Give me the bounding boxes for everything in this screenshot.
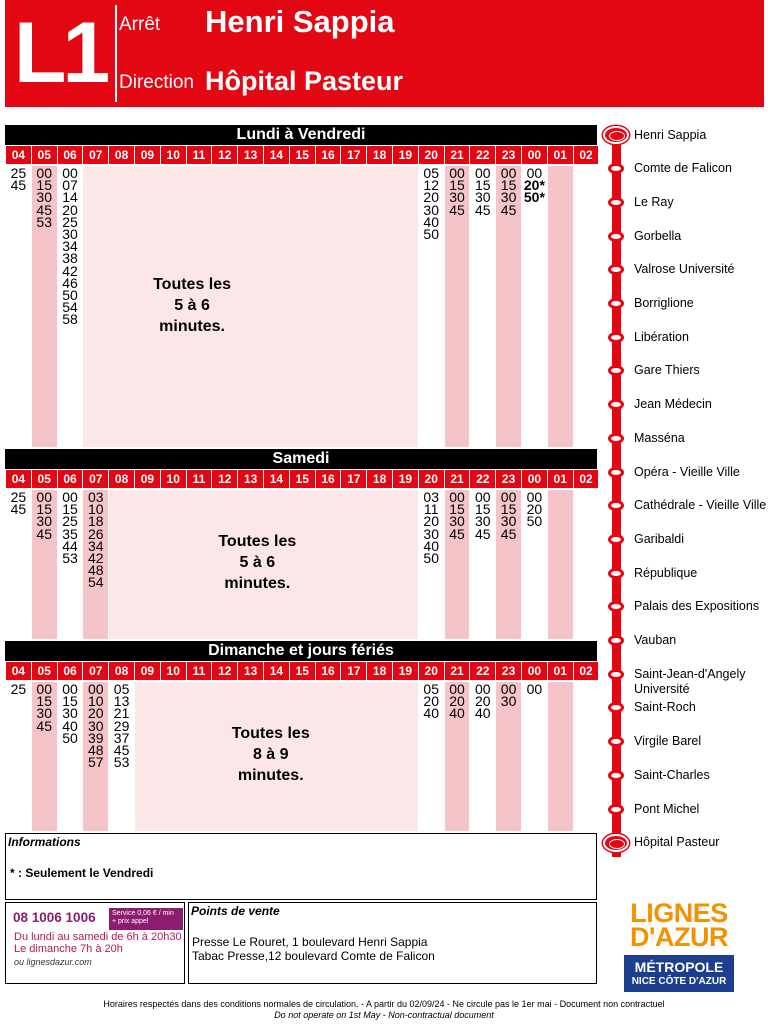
hour-header-19: 19: [393, 146, 418, 164]
hour-header-11: 11: [187, 470, 212, 488]
logo-text-2: D'AZUR: [630, 922, 728, 952]
hour-header-10: 10: [161, 470, 186, 488]
stop-marker: [608, 197, 624, 208]
stop-marker: [608, 568, 624, 579]
footer-notice: Horaires respectés dans des conditions normales de circulation. - A partir du 02/09/24 - Ne circule pas le 1er mai - Document non contractuel: [103, 999, 665, 1009]
stop-name: Virgile Barel: [634, 734, 702, 749]
hour-header-23: 23: [496, 146, 521, 164]
hour-header-23: 23: [496, 662, 521, 680]
stop-name: Gare Thiers: [634, 363, 700, 378]
hour-header-09: 09: [135, 470, 160, 488]
hour-header-04: 04: [6, 662, 31, 680]
stop-name: Le Ray: [634, 194, 674, 209]
stop-marker: [608, 298, 624, 309]
hour-header-14: 14: [264, 470, 289, 488]
frequency-text: Toutes les 8 à 9 minutes.: [231, 725, 310, 784]
hour-header-07: 07: [83, 662, 108, 680]
stop-marker: [608, 163, 624, 174]
stop-marker: [608, 399, 624, 410]
departure-times-21: 00 20 40: [449, 681, 465, 722]
frequency-text: Toutes les 5 à 6 minutes.: [153, 276, 232, 335]
hour-header-07: 07: [83, 146, 108, 164]
direction-title: Hôpital Pasteur: [205, 66, 404, 96]
departure-times-06: 00 07 14 20 25 30 34 38 42 46 50 54 58: [62, 165, 78, 328]
hour-header-14: 14: [264, 662, 289, 680]
stop-name: République: [634, 565, 698, 580]
stop-name: Palais des Expositions: [634, 599, 760, 614]
hour-header-09: 09: [135, 662, 160, 680]
departure-times-07: 00 10 20 30 39 48 57: [88, 681, 104, 771]
stop-name: Saint-Roch: [634, 700, 696, 715]
stop-marker: [608, 770, 624, 781]
hour-header-00: 00: [522, 470, 547, 488]
stop-marker: [608, 534, 624, 545]
hour-header-05: 05: [32, 470, 57, 488]
stop-name: Comte de Falicon: [634, 161, 732, 176]
section-title: Dimanche et jours fériés: [5, 641, 597, 661]
phone-hours-sunday: Le dimanche 7h à 20h: [14, 943, 123, 955]
hour-header-05: 05: [32, 662, 57, 680]
hour-header-05: 05: [32, 146, 57, 164]
hour-header-19: 19: [393, 470, 418, 488]
stop-name: Hôpital Pasteur: [634, 835, 720, 850]
departure-times-04: 25 45: [10, 165, 27, 194]
stop-marker: [608, 433, 624, 444]
stop-name: Libération: [634, 329, 689, 344]
hour-header-00: 00: [522, 662, 547, 680]
stop-marker: [608, 467, 624, 478]
stop-name: Borriglione: [634, 296, 694, 310]
hour-header-16: 16: [316, 470, 341, 488]
departure-times-22: 00 15 30 45: [475, 489, 491, 542]
hour-header-22: 22: [470, 146, 495, 164]
departure-times-22: 00 20 40: [475, 681, 491, 722]
stop-marker: [608, 635, 624, 646]
hour-header-19: 19: [393, 662, 418, 680]
departure-times-20: 05 12 20 30 40 50: [423, 165, 439, 243]
stop-marker: [608, 365, 624, 376]
departure-times-20: 03 11 20 30 40 50: [423, 489, 439, 567]
metropole-badge: [624, 955, 734, 992]
hour-header-15: 15: [290, 662, 315, 680]
departure-times-06: 00 15 30 40 50: [62, 681, 78, 746]
departure-times-05: 00 15 30 45 53: [36, 165, 52, 230]
departure-times-23: 00 15 30 45: [500, 489, 517, 542]
hour-header-18: 18: [367, 662, 392, 680]
stop-marker: [608, 500, 624, 511]
timetable-saturday: [5, 449, 597, 639]
hour-header-13: 13: [238, 662, 263, 680]
header-divider: [115, 5, 117, 102]
stop-name: Gorbella: [634, 228, 682, 243]
phone-price-badge: Service 0,06 € / min + prix appel: [109, 908, 183, 930]
section-title: Samedi: [5, 449, 597, 469]
terminus-marker: [603, 834, 629, 852]
stop-name: Henri Sappia: [634, 127, 707, 142]
departure-times-20: 05 20 40: [423, 681, 439, 722]
hour-header-06: 06: [58, 470, 83, 488]
sales-points-box: [188, 902, 597, 984]
column-shade-01: [548, 166, 573, 447]
section-title: Lundi à Vendredi: [5, 125, 597, 145]
timetable-sunday: [5, 641, 597, 831]
phone-box: [5, 902, 185, 984]
phone-hours-weekday: Du lundi au samedi de 6h à 20h30: [14, 931, 182, 943]
hour-header-13: 13: [238, 470, 263, 488]
metropole-subtext: NICE CÔTE D'AZUR: [631, 976, 727, 987]
stop-name: Vauban: [634, 633, 677, 647]
sales-points-title: Points de vente: [191, 904, 280, 918]
stop-name: Cathédrale - Vieille Ville: [634, 498, 767, 513]
lignes-dazur-logo: [620, 890, 738, 992]
hour-header-20: 20: [419, 662, 444, 680]
stop-marker: [608, 332, 624, 343]
stop-name: Jean Médecin: [634, 397, 712, 412]
direction-label: Direction: [119, 72, 194, 93]
website-link[interactable]: ou lignesdazur.com: [14, 957, 92, 967]
line-code: L1: [13, 5, 107, 101]
departure-times-23: 00 15 30 45: [500, 165, 517, 218]
hour-header-04: 04: [6, 470, 31, 488]
hour-header-10: 10: [161, 662, 186, 680]
sales-point-1: Presse Le Rouret, 1 boulevard Henri Sappia: [192, 935, 428, 949]
departure-times-05: 00 15 30 45: [36, 681, 52, 734]
hour-header-22: 22: [470, 662, 495, 680]
hour-header-12: 12: [212, 470, 237, 488]
hour-header-01: 01: [548, 470, 573, 488]
hour-header-12: 12: [212, 662, 237, 680]
stop-title: Henri Sappia: [205, 4, 395, 39]
hour-header-20: 20: [419, 470, 444, 488]
hour-header-00: 00: [522, 146, 547, 164]
departure-times-22: 00 15 30 45: [475, 165, 491, 218]
hour-header-16: 16: [316, 146, 341, 164]
stop-marker: [608, 601, 624, 612]
hour-header-11: 11: [187, 662, 212, 680]
stop-label: Arrêt: [119, 14, 161, 35]
hour-header-04: 04: [6, 146, 31, 164]
stop-name: Saint-Jean-d'Angely Université: [634, 666, 746, 696]
stop-marker: [608, 231, 624, 242]
hour-header-17: 17: [341, 146, 366, 164]
hour-header-06: 06: [58, 146, 83, 164]
phone-number[interactable]: 08 1006 1006: [13, 910, 96, 925]
header-banner: [5, 0, 764, 107]
hour-header-21: 21: [445, 662, 470, 680]
sales-point-2: Tabac Presse,12 boulevard Comte de Falicon: [192, 949, 435, 963]
stop-name: Garibaldi: [634, 531, 685, 546]
metropole-text: MÉTROPOLE: [634, 959, 724, 975]
hour-header-20: 20: [419, 146, 444, 164]
hour-header-13: 13: [238, 146, 263, 164]
hour-header-23: 23: [496, 470, 521, 488]
hour-header-08: 08: [109, 662, 134, 680]
hour-header-09: 09: [135, 146, 160, 164]
departure-times-08: 05 13 21 29 37 45 53: [113, 681, 130, 771]
hour-header-22: 22: [470, 470, 495, 488]
hour-header-18: 18: [367, 146, 392, 164]
hour-header-01: 01: [548, 146, 573, 164]
stop-marker: [608, 702, 624, 713]
info-note: * : Seulement le Vendredi: [10, 866, 154, 880]
route-line: [612, 133, 621, 857]
column-shade-01: [548, 490, 573, 639]
hour-header-01: 01: [548, 662, 573, 680]
stop-name: Masséna: [634, 430, 685, 445]
logo-text-1: LIGNES: [630, 898, 728, 928]
departure-times-00: 00 20 50: [526, 489, 543, 530]
info-title: Informations: [8, 835, 81, 849]
hour-header-10: 10: [161, 146, 186, 164]
hour-header-15: 15: [290, 146, 315, 164]
departure-times-00: 00: [526, 681, 543, 697]
frequency-text: Toutes les 5 à 6 minutes.: [218, 533, 297, 592]
stop-marker: [608, 264, 624, 275]
departure-times-21: 00 15 30 45: [449, 165, 465, 218]
departure-times-06: 00 15 25 35 44 53: [62, 489, 78, 567]
departure-times-21: 00 15 30 45: [449, 489, 465, 542]
stop-name: Pont Michel: [634, 801, 700, 816]
departure-times-04: 25 45: [10, 489, 27, 518]
hour-header-14: 14: [264, 146, 289, 164]
hour-header-17: 17: [341, 470, 366, 488]
departure-times-00: 00 20* 50*: [523, 165, 545, 206]
stop-marker: [608, 804, 624, 815]
hour-header-21: 21: [445, 470, 470, 488]
departure-times-05: 00 15 30 45: [36, 489, 52, 542]
stop-marker: [608, 669, 624, 680]
hour-header-07: 07: [83, 470, 108, 488]
footer-notice-en: Do not operate on 1st May - Non-contractual document: [274, 1010, 494, 1020]
stop-name: Opéra - Vieille Ville: [634, 464, 740, 479]
hour-header-18: 18: [367, 470, 392, 488]
hour-header-21: 21: [445, 146, 470, 164]
stop-name: Saint-Charles: [634, 767, 710, 782]
hour-header-15: 15: [290, 470, 315, 488]
hour-header-08: 08: [109, 146, 134, 164]
timetable-weekdays: [5, 125, 597, 447]
hour-header-02: 02: [574, 470, 599, 488]
hour-header-17: 17: [341, 662, 366, 680]
hour-header-11: 11: [187, 146, 212, 164]
departure-times-07: 03 10 18 26 34 42 48 54: [88, 489, 104, 591]
hour-header-08: 08: [109, 470, 134, 488]
stop-marker: [608, 736, 624, 747]
column-shade-01: [548, 682, 573, 831]
stop-name: Valrose Université: [634, 262, 735, 277]
departure-times-04: 25: [10, 681, 27, 697]
hour-header-16: 16: [316, 662, 341, 680]
terminus-marker: [603, 126, 629, 144]
hour-header-12: 12: [212, 146, 237, 164]
hour-header-02: 02: [574, 146, 599, 164]
departure-times-23: 00 30: [500, 681, 517, 710]
hour-header-02: 02: [574, 662, 599, 680]
info-box: [5, 833, 597, 900]
hour-header-06: 06: [58, 662, 83, 680]
